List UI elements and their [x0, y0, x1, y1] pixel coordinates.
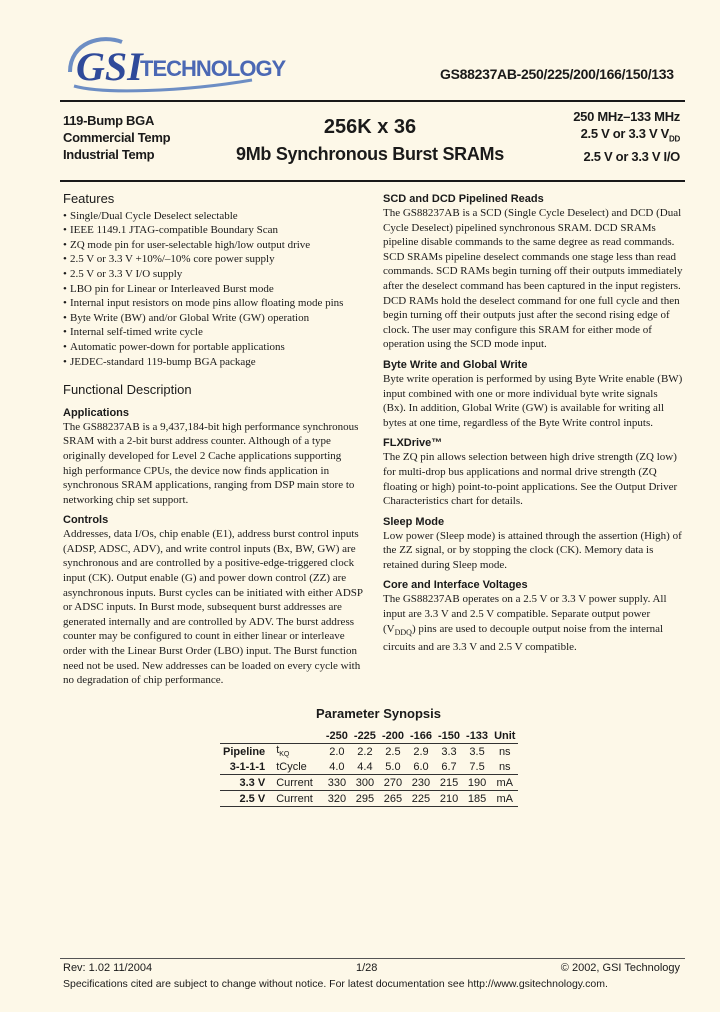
- table-cell: 230: [407, 775, 435, 791]
- column-header: -200: [379, 728, 407, 744]
- table-row: [220, 775, 518, 791]
- title-description: 9Mb Synchronous Burst SRAMs: [236, 144, 504, 164]
- revision: Rev: 1.02 11/2004: [63, 962, 153, 974]
- feature-item: • Internal self-timed write cycle: [63, 325, 363, 340]
- controls-text: Addresses, data I/Os, chip enable (E1), address burst control inputs (ADSP, ADSC, ADV), and write control inputs (Bx, BW, GW) are synchronous and are controlled by a positive-edge-triggered clock input (CK). Output enable (G) and power down control (ZZ) are asynchronous inputs. Burst cycles can be initiated with either ADSP or ADSC inputs. In Burst mode, subsequent burst addresses are generated internally and are controlled by ADV. The burst address counter may be configured to count in either linear or interleave order with the Linear Burst Order (LBO) input. The Burst function need not be used. New addresses can be loaded on every cycle with no degradation of chip performance.: [63, 528, 363, 687]
- package-line: Commercial Temp: [63, 130, 171, 145]
- vio-line: 2.5 V or 3.3 V I/O: [583, 148, 680, 164]
- column-header: -166: [407, 728, 435, 744]
- table-cell: 7.5: [463, 759, 491, 775]
- byte-write-heading: Byte Write and Global Write: [383, 358, 528, 371]
- feature-item: • ZQ mode pin for user-selectable high/low output drive: [63, 238, 363, 253]
- part-number: GS88237AB-250/225/200/166/150/133: [440, 66, 674, 82]
- table-cell: ns: [498, 745, 511, 758]
- table-cell: 295: [351, 791, 379, 807]
- flxdrive-text: The ZQ pin allows selection between high drive strength (ZQ low) for multi-drop bus applications and normal drive strength (ZQ floating or high) point-to-point applications. See the Output Driver Characteristics chart for details.: [383, 451, 678, 508]
- table-cell: 4.0: [323, 759, 351, 775]
- feature-item: • JEDEC-standard 119-bump BGA package: [63, 355, 363, 370]
- column-header: -250: [323, 728, 351, 744]
- table-cell: 185: [463, 791, 491, 807]
- footer-notice: Specifications cited are subject to change without notice. For latest documentation see http://www.gsitechnology.com.: [63, 978, 608, 990]
- row-label: 3.3 V: [220, 775, 273, 791]
- table-cell: 2.9: [413, 745, 429, 758]
- row-param: $t_{KQ}$: [276, 744, 290, 759]
- functional-heading: Functional Description: [63, 382, 192, 398]
- header-rule-bottom: [60, 180, 685, 182]
- column-header: -133: [463, 728, 491, 744]
- row-param: Current: [273, 791, 323, 807]
- feature-item: • Single/Dual Cycle Deselect selectable: [63, 209, 363, 224]
- title-density: 256K x 36: [323, 116, 417, 138]
- package-line: Industrial Temp: [63, 147, 155, 162]
- table-cell: 215: [435, 775, 463, 791]
- table-cell: 6.7: [435, 759, 463, 775]
- table-cell: 320: [323, 791, 351, 807]
- table-header-row: [220, 728, 518, 744]
- package-info: [63, 112, 170, 163]
- left-column: [63, 192, 363, 688]
- table-cell: 5.0: [379, 759, 407, 775]
- synopsis-title: Parameter Synopsis: [316, 706, 442, 721]
- feature-item: • LBO pin for Linear or Interleaved Burst mode: [63, 282, 363, 297]
- feature-item: • Byte Write (BW) and/or Global Write (GW) operation: [63, 311, 363, 326]
- sleep-mode-heading: Sleep Mode: [383, 515, 445, 528]
- table-cell: 2.2: [357, 745, 373, 758]
- row-param: tCycle: [273, 759, 323, 775]
- table-cell: 265: [379, 791, 407, 807]
- table-cell: 4.4: [351, 759, 379, 775]
- core-voltage-text: The GS88237AB operates on a 2.5 V or 3.3 V power supply. All input are 3.3 V and 2.5 V compatible. Separate output power $(V_{DDQ})$ pins are used to decouple output noise from the internal circuits and are 3.3 V and 2.5 V compatible.: [383, 593, 667, 654]
- package-line: 119-Bump BGA: [63, 113, 155, 128]
- table-cell: 225: [407, 791, 435, 807]
- column-header: -225: [351, 728, 379, 744]
- applications-text: The GS88237AB is a 9,437,184-bit high performance synchronous SRAM with a 2-bit burst address counter. Although of a type originally developed for Level 2 Cache applications supporting high performance CPUs, the device now finds application in synchronous SRAM applications, ranging from DSP main store to networking chip set support.: [63, 420, 359, 506]
- flxdrive-heading: FLXDrive™: [383, 437, 443, 450]
- speed-range: 250 MHz–133 MHz: [573, 109, 680, 124]
- speed-voltage-info: [573, 108, 680, 165]
- table-cell: mA: [491, 791, 518, 807]
- page-number: 1/28: [356, 962, 378, 974]
- table-cell: ns: [491, 759, 518, 775]
- features-list: [63, 209, 363, 370]
- sleep-mode-text: Low power (Sleep mode) is attained through the assertion (High) of the ZZ signal, or by stopping the clock (CK). Memory data is retained during Sleep mode.: [383, 529, 682, 571]
- feature-item: • Internal input resistors on mode pins allow floating mode pins: [63, 296, 363, 311]
- product-title: [200, 114, 540, 168]
- footer-rule: [60, 958, 685, 959]
- applications-heading: Applications: [63, 406, 130, 419]
- table-row: [220, 759, 518, 775]
- table-cell: mA: [491, 775, 518, 791]
- table-row: [220, 744, 518, 760]
- scd-heading: SCD and DCD Pipelined Reads: [383, 193, 544, 205]
- svg-text:GSI: GSI: [76, 44, 143, 89]
- feature-item: • IEEE 1149.1 JTAG-compatible Boundary Scan: [63, 223, 363, 238]
- vdd-line: 2.5 V or 3.3 V $V_{DD}$: [580, 126, 680, 144]
- table-cell: 3.3: [441, 745, 457, 758]
- feature-item: • 2.5 V or 3.3 V +10%/–10% core power supply: [63, 252, 363, 267]
- table-cell: 3.5: [469, 745, 485, 758]
- feature-item: • Automatic power-down for portable applications: [63, 340, 363, 355]
- table-cell: 330: [323, 775, 351, 791]
- table-row: [220, 791, 518, 807]
- row-param: Current: [273, 775, 323, 791]
- controls-heading: Controls: [63, 514, 109, 527]
- table-cell: 270: [379, 775, 407, 791]
- table-cell: 190: [463, 775, 491, 791]
- column-header: Unit: [491, 728, 518, 744]
- row-label: Pipeline: [223, 745, 266, 758]
- table-cell: 210: [435, 791, 463, 807]
- svg-text:TECHNOLOGY: TECHNOLOGY: [140, 56, 286, 81]
- byte-write-text: Byte write operation is performed by using Byte Write enable (BW) input combined with one or more individual byte write signals (Bx). In addition, Global Write (GW) is available for writing all bytes at one time, regardless of the Byte Write control inputs.: [383, 372, 683, 429]
- scd-text: The GS88237AB is a SCD (Single Cycle Deselect) and DCD (Dual Cycle Deselect) pipelined synchronous SRAM. DCD SRAMs pipeline disable commands to the same degree as read commands. SCD SRAMs pipeline deselect commands one stage less than read commands. SCD RAMs begin turning off their outputs immediately after the deselect command has been captured in the input registers. DCD RAMs hold the deselect command for one full cycle and then begin turning off their outputs just after the second rising edge of clock. The user may configure this SRAM for either mode of operation using the SCD mode input.: [383, 207, 683, 351]
- row-label: 2.5 V: [220, 791, 273, 807]
- table-cell: 2.0: [329, 745, 345, 758]
- table-cell: 300: [351, 775, 379, 791]
- copyright: © 2002, GSI Technology: [560, 962, 680, 974]
- table-cell: 6.0: [407, 759, 435, 775]
- header-rule: [60, 100, 685, 102]
- feature-item: • 2.5 V or 3.3 V I/O supply: [63, 267, 363, 282]
- features-heading: Features: [63, 191, 115, 206]
- row-label: 3-1-1-1: [220, 759, 273, 775]
- right-column: [383, 192, 683, 655]
- table-cell: 2.5: [385, 745, 401, 758]
- company-logo: [62, 28, 286, 100]
- parameter-table: [220, 728, 518, 807]
- core-voltage-heading: Core and Interface Voltages: [383, 579, 528, 592]
- column-header: -150: [435, 728, 463, 744]
